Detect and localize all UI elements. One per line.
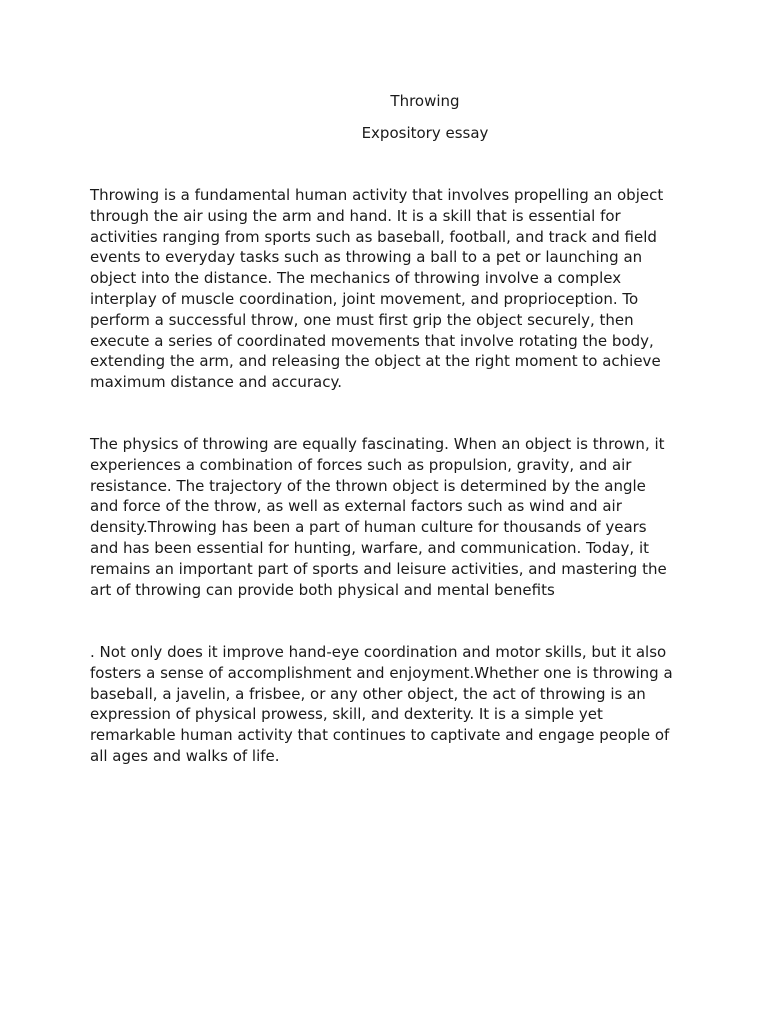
paragraph-2: The physics of throwing are equally fascinating. When an object is thrown, it experiences a combination of forces such as propulsion, gravity, and air resistance. The trajectory of the thrown object is determined by the angle and force of the throw, as well as external factors such as wind and air density.Throwing has been a part of human culture for thousands of years and has been essential for hunting, warfare, and communication. Today, it remains an important part of sports and leisure activities, and mastering the art of throwing can provide both physical and mental benefits xyxy=(90,435,667,599)
document-subtitle: Expository essay xyxy=(361,124,489,142)
paragraph-1: Throwing is a fundamental human activity that involves propelling an object through the air using the arm and hand. It is a skill that is essential for activities ranging from sports such as baseball, football, and track and field events to everyday tasks such as throwing a ball to a pet or launching an object into the distance. The mechanics of throwing involve a complex interplay of muscle coordination, joint movement, and proprioception. To perform a successful throw, one must first grip the object securely, then execute a series of coordinated movements that involve rotating the body, extending the arm, and releasing the object at the right moment to achieve maximum distance and accuracy. xyxy=(90,186,664,392)
document-title: Throwing xyxy=(390,92,460,110)
paragraph-3: . Not only does it improve hand-eye coordination and motor skills, but it also fosters a sense of accomplishment and enjoyment.Whether one is throwing a baseball, a javelin, a frisbee, or any other object, the act of throwing is an expression of physical prowess, skill, and dexterity. It is a simple yet remarkable human activity that continues to captivate and engage people of all ages and walks of life. xyxy=(90,643,673,765)
